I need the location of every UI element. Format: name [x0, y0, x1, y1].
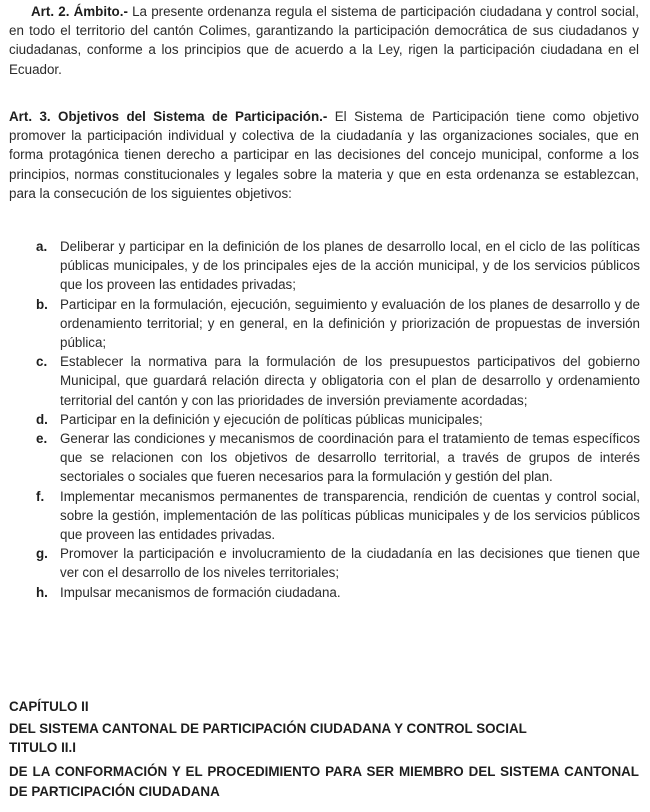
objective-text: Impulsar mecanismos de formación ciudadana.: [60, 584, 341, 600]
objective-text: Deliberar y participar en la definición de los planes de desarrollo local, en el ciclo de las políticas públicas municipales, y de los principales ejes de la acción municipal, y de los servicios públicos que los proveen las entidades privadas;: [60, 239, 640, 293]
objective-item-g: [36, 544, 640, 582]
objectives-list: [36, 237, 640, 602]
objective-text: Participar en la definición y ejecución de políticas públicas municipales;: [60, 411, 483, 427]
objective-item-e: [36, 429, 640, 487]
article-3-title: Art. 3. Objetivos del Sistema de Participación.-: [9, 109, 328, 124]
chapter-heading: CAPÍTULO II: [9, 699, 89, 714]
objective-item-b: [36, 295, 640, 353]
title-text: DE LA CONFORMACIÓN Y EL PROCEDIMIENTO PARA SER MIEMBRO DEL SISTEMA CANTONAL DE PARTICIPACIÓN CIUDADANA: [9, 764, 639, 799]
objective-text: Generar las condiciones y mecanismos de coordinación para el tratamiento de temas específicos que se relacionen con los objetivos de desarrollo territorial, a través de grupos de interés sectoriales o sociales que fueren necesarios para la formulación y gestión del plan.: [60, 431, 640, 485]
title-heading: TITULO II.I: [9, 740, 76, 755]
objective-text: Participar en la formulación, ejecución, seguimiento y evaluación de los planes de desarrollo y de ordenamiento territorial; y en general, en la definición y priorización de propuestas de inversión pública;: [60, 296, 640, 351]
article-2: [9, 2, 639, 79]
list-marker: b.: [36, 296, 48, 312]
list-marker: f.: [36, 488, 45, 504]
chapter-title: DEL SISTEMA CANTONAL DE PARTICIPACIÓN CIUDADANA Y CONTROL SOCIAL: [9, 721, 527, 736]
objective-text: Promover la participación e involucramiento de la ciudadanía en las decisiones que tienen que ver con el desarrollo de los niveles territoriales;: [60, 546, 640, 581]
article-3: [9, 107, 639, 203]
objective-item-d: [36, 410, 640, 429]
objective-item-h: [36, 583, 640, 602]
list-marker: e.: [36, 431, 48, 447]
article-2-body: La presente ordenanza regula el sistema de participación ciudadana y control social, en todo el territorio del cantón Colimes, garantizando la participación democrática de sus ciudadanos y ciudadanas, conforme a los principios que de acuerdo a la Ley, rigen la participación ciudadana en el Ecuador.: [9, 4, 639, 77]
objective-item-a: [36, 237, 640, 295]
objective-item-c: [36, 352, 640, 410]
article-2-title: Art. 2. Ámbito.-: [31, 4, 128, 19]
list-marker: a.: [36, 239, 48, 254]
article-3-body: El Sistema de Participación tiene como objetivo promover la participación individual y colectiva de la ciudadanía y las organizaciones sociales, que en forma protagónica tienen derecho a participar en las decisiones del concejo municipal, conforme a los principios, normas constitucionales y legales sobre la materia y que en esta ordenanza se establezcan, para la consecución de los siguientes objetivos:: [9, 109, 639, 201]
list-marker: g.: [36, 546, 48, 562]
objective-text: Implementar mecanismos permanentes de transparencia, rendición de cuentas y control social, sobre la gestión, implementación de las políticas públicas municipales y de los servicios públicos que proveen las entidades privadas.: [60, 488, 640, 543]
list-marker: h.: [36, 584, 48, 600]
list-marker: c.: [36, 354, 48, 370]
objective-item-f: [36, 487, 640, 545]
list-marker: d.: [36, 411, 48, 427]
objective-text: Establecer la normativa para la formulación de los presupuestos participativos del gobierno Municipal, que guardará relación directa y obligatoria con el plan de desarrollo y ordenamiento territorial del cantón y con las prioridades de inversión previamente acordadas;: [60, 354, 640, 408]
